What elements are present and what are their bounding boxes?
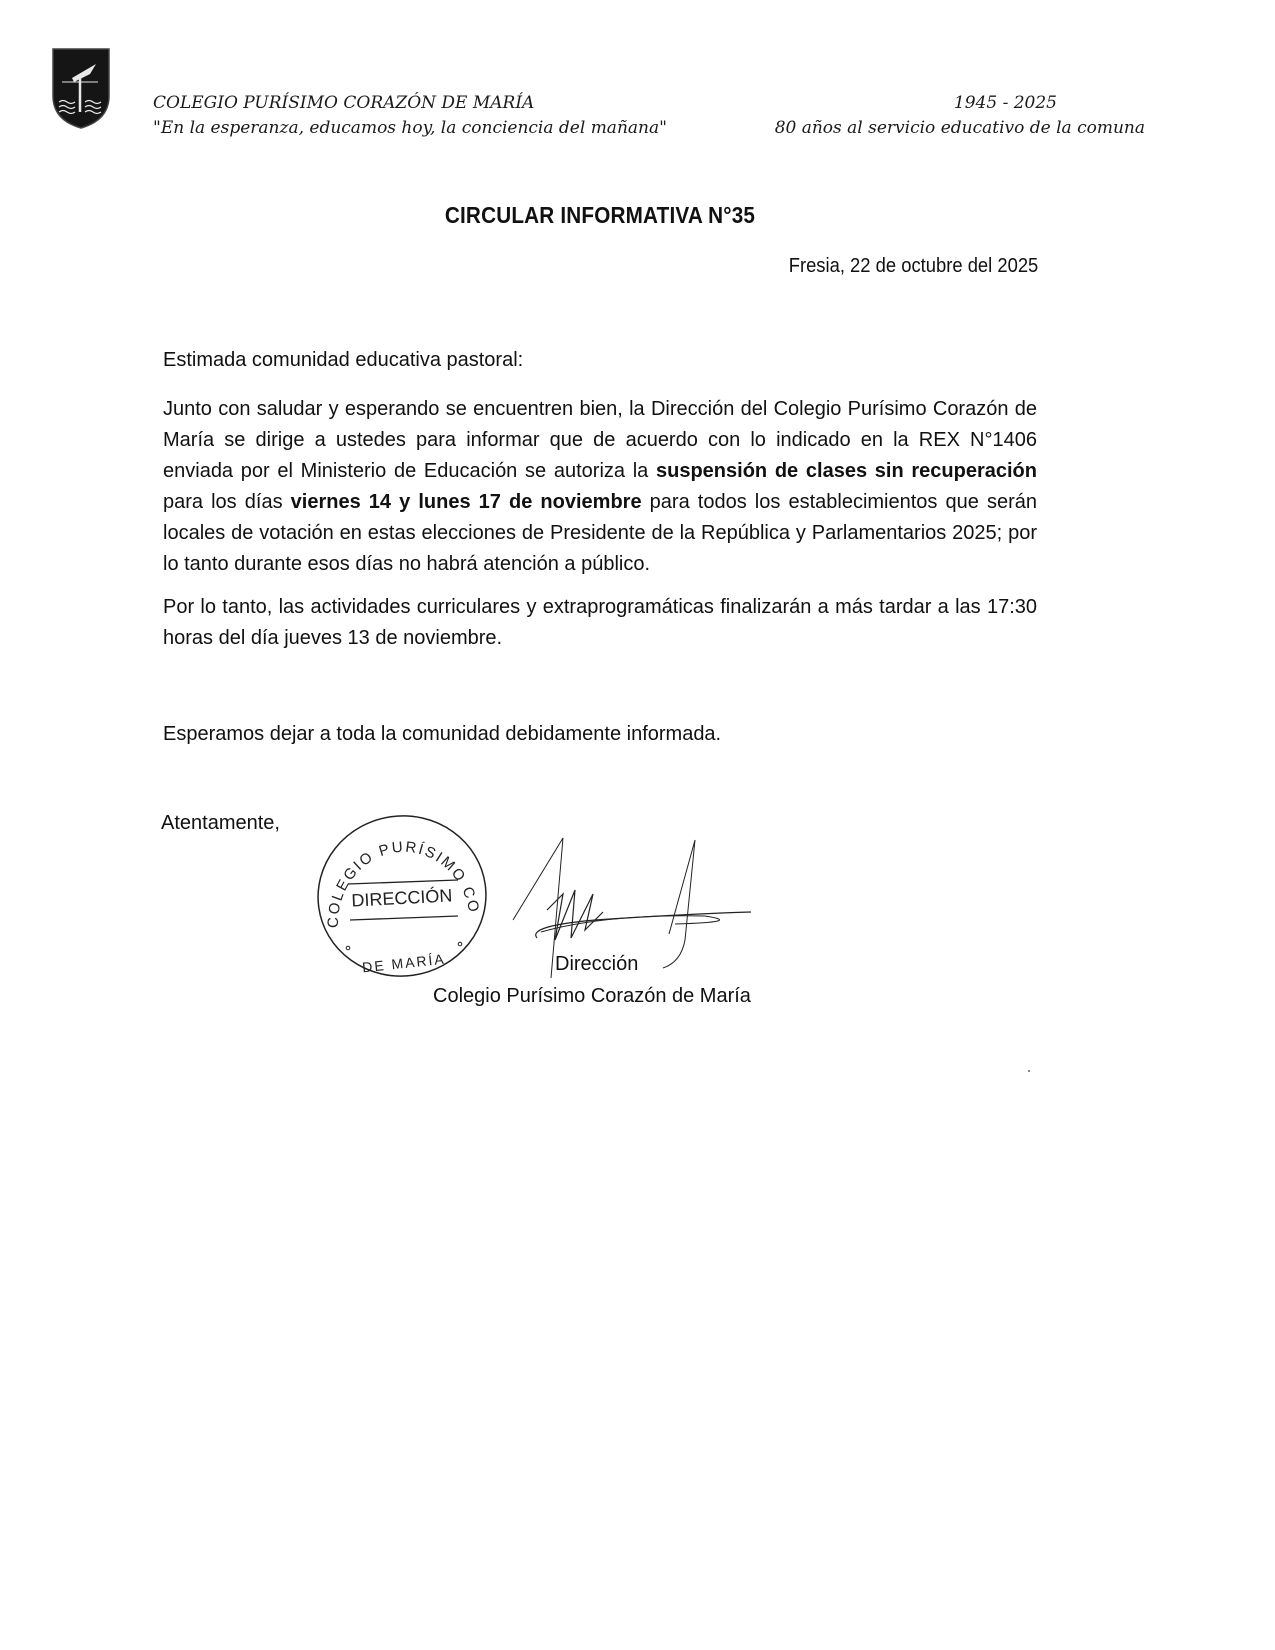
closing [163, 719, 1037, 750]
scan-speck [1028, 1070, 1030, 1072]
dates-highlight: viernes 14 y lunes 17 de noviembre [290, 491, 642, 513]
anniversary-text: 80 años al servicio educativo de la comuna [774, 118, 1145, 138]
signature-organization: Colegio Purísimo Corazón de María [433, 985, 751, 1007]
paragraph-2 [163, 592, 1037, 654]
school-crest-icon [50, 46, 112, 130]
anniversary-header [725, 91, 1145, 141]
school-motto: "En la esperanza, educamos hoy, la conciencia del mañana" [153, 118, 667, 138]
greeting [163, 345, 1037, 376]
official-stamp [310, 808, 490, 983]
closing-text: Esperamos dejar a toda la comunidad debidamente informada. [163, 723, 722, 745]
suspension-highlight: suspensión de clases sin recuperación [656, 460, 1037, 482]
paragraph-1-text [163, 394, 1037, 580]
date-line: Fresia, 22 de octubre del 2025 [788, 255, 1038, 277]
paragraph-1 [163, 394, 1037, 580]
school-header [153, 91, 667, 141]
paragraph-1-part-3: para todos los establecimientos que serán locales de votación en estas elecciones de Presidente de la República y Parlamentarios 2025; por lo tanto durante esos días no habrá atención a público. [163, 491, 1037, 575]
stamp-center-text: DIRECCIÓN [350, 885, 453, 911]
regards: Atentamente, [161, 812, 280, 834]
document-title: CIRCULAR INFORMATIVA N°35 [444, 202, 756, 228]
stamp-top-text: COLEGIO PURÍSIMO CO [324, 838, 483, 929]
paragraph-1-part-2: para los días [163, 491, 291, 513]
greeting-text: Estimada comunidad educativa pastoral: [163, 349, 524, 371]
paragraph-2-text: Por lo tanto, las actividades curriculares y extraprogramáticas finalizarán a más tardar a las 17:30 horas del día jueves 13 de noviembre. [163, 596, 1037, 649]
paragraph-1-part-1: Junto con saludar y esperando se encuentren bien, la Dirección del Colegio Purísimo Corazón de María se dirige a ustedes para informar que de acuerdo con lo indicado en la REX N°1406 enviada por el Ministerio de Educación se autoriza la [163, 398, 1037, 482]
stamp-bottom-text: DE MARÍA [361, 950, 447, 976]
school-name: COLEGIO PURÍSIMO CORAZÓN DE MARÍA [153, 93, 535, 113]
anniversary-years: 1945 - 2025 [953, 93, 1057, 113]
signature-role: Dirección [555, 953, 639, 975]
